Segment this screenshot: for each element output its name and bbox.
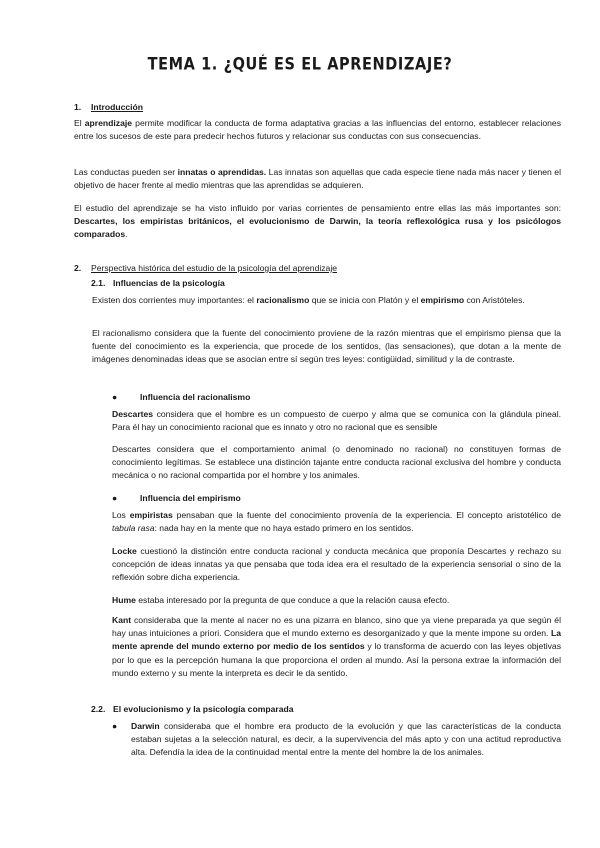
intro-paragraph-3: El estudio del aprendizaje se ha visto influido por varias corrientes de pensamiento entre ellas las más importantes son: Descartes, los empiristas británicos, el evolucionismo de Darwin, la teoría reflexológica rusa y los psicólogos comparados.	[74, 203, 561, 240]
kant-paragraph: Kant consideraba que la mente al nacer no es una pizarra en blanco, sino que ya viene preparada ya que según él hay unas intuiciones a priori. Considera que el mundo externo es desorganizado y que la mente impone su orden. La mente aprende del mundo externo por medio de los sentidos y lo transforma de acuerdo con las leyes objetivas por lo que es la percepción humana la que proporciona el orden al mundo. Así la persona extrae la información del mundo externo y su mente la interpreta es decir le da sentido.	[112, 615, 561, 678]
section-2-title: Perspectiva histórica del estudio de la psicología del aprendizaje	[91, 263, 338, 273]
bullet-dot-icon: ●	[112, 493, 118, 503]
document-title: TEMA 1. ¿QUÉ ES EL APRENDIZAJE?	[147, 55, 453, 75]
descartes-paragraph-2: Descartes considera que el comportamiento animal (o denominado no racional) no constituyen formas de conocimiento legítimas. Se establece una distinción tajante entre conducta racional exclusiva del hombre y conducta mecánica o no racional compartida por el hombre y los animales.	[112, 444, 561, 481]
influences-paragraph-2: El racionalismo considera que la fuente del conocimiento proviene de la razón mientras que el empirismo piensa que la fuente del conocimiento es la experiencia, que procede de los sentidos, (las sensaciones), que dotan a la mente de imágenes denominadas ideas que se asocian entre sí según tres leyes: contigüidad, similitud y la de contraste.	[92, 328, 561, 365]
bullet-dot-icon: ●	[112, 392, 118, 402]
bullet-rationalism-label: Influencia del racionalismo	[140, 392, 251, 402]
section-1-number: 1.	[74, 102, 82, 112]
bullet-dot-icon: ●	[112, 721, 118, 731]
intro-paragraph-2: Las conductas pueden ser innatas o aprendidas. Las innatas son aquellas que cada especie tiene nada más nacer y tienen el objetivo de hacer frente al medio mientras que las aprendidas se adquieren.	[74, 167, 561, 191]
locke-paragraph: Locke cuestionó la distinción entre conducta racional y conducta mecánica que proponía Descartes y rechazo su concepción de ideas innatas ya que pensaba que toda idea era el resultado de la experiencia sensorial o sino de la reflexión sobre dicha experiencia.	[112, 546, 561, 583]
subsection-2-2-number: 2.2.	[91, 704, 106, 714]
darwin-paragraph: Darwin consideraba que el hombre era producto de la evolución y que las características de la conducta estaban sujetas a la selección natural, es decir, a la supervivencia del más apto y con una actitud reproductiva alta. Defendía la idea de la continuidad mental entre la mente del hombre la de los animales.	[131, 721, 561, 758]
bullet-empiricism-label: Influencia del empirismo	[140, 493, 241, 503]
subsection-2-1-heading	[91, 277, 561, 290]
subsection-2-1-number: 2.1.	[91, 278, 106, 288]
empiricists-paragraph: Los empiristas pensaban que la fuente del conocimiento provenía de la experiencia. El concepto aristotélico de tabula rasa: nada hay en la mente que no haya estado primero en los sentidos.	[112, 510, 561, 534]
influences-paragraph-1: Existen dos corrientes muy importantes: el racionalismo que se inicia con Platón y el empirismo con Aristóteles.	[92, 295, 525, 305]
section-2-number: 2.	[74, 263, 82, 273]
subsection-2-1-title: Influencias de la psicología	[113, 278, 225, 288]
bullet-empiricism	[112, 492, 241, 505]
section-2-heading	[74, 262, 561, 275]
bullet-rationalism	[112, 391, 250, 404]
subsection-2-2-heading	[91, 703, 561, 716]
intro-paragraph-1: El aprendizaje permite modificar la conducta de forma adaptativa gracias a las influencias del entorno, establecer relaciones entre los sucesos de este para predecir hechos futuros y relacionar sus conductas con sus consecuencias.	[74, 118, 561, 142]
descartes-paragraph-1: Descartes considera que el hombre es un compuesto de cuerpo y alma que se comunica con la glándula pineal. Para él hay un conocimiento racional que es innato y otro no racional que es sensible	[112, 409, 561, 433]
section-1-title: Introducción	[91, 102, 144, 112]
hume-paragraph: Hume estaba interesado por la pregunta de que conduce a que la relación causa efecto.	[112, 595, 450, 605]
section-1-heading	[74, 101, 561, 114]
subsection-2-2-title: El evolucionismo y la psicología comparada	[113, 704, 294, 714]
